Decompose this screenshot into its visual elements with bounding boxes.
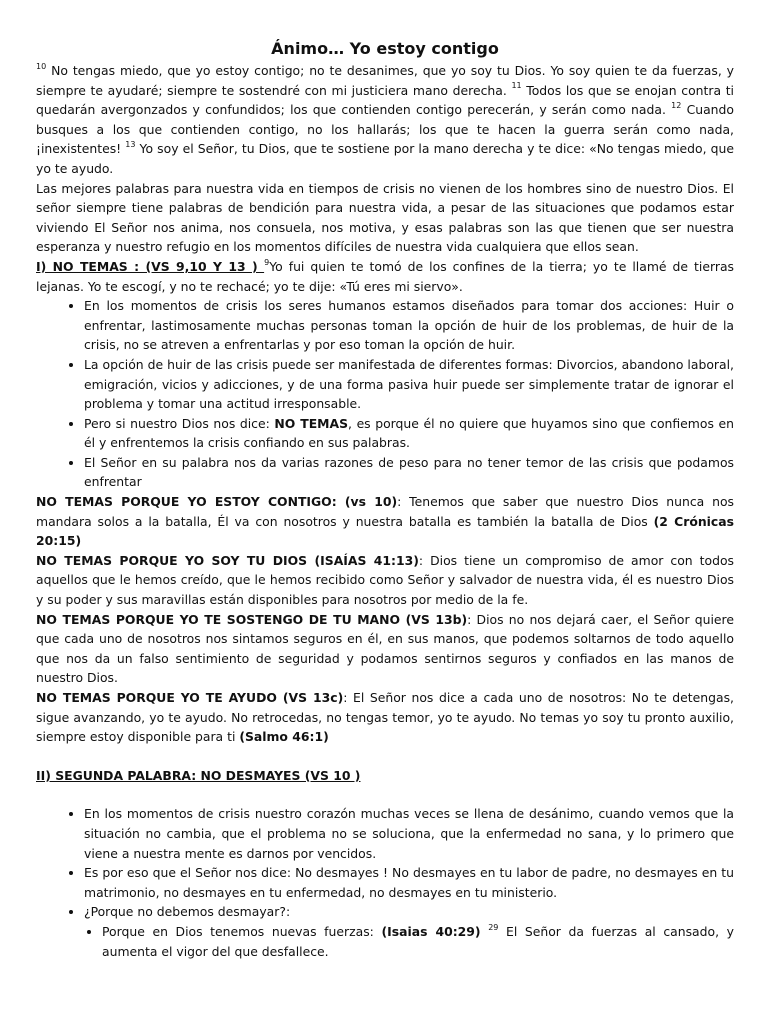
list-item-text: Pero si nuestro Dios nos dice: xyxy=(84,415,275,431)
list-item-text: Porque en Dios tenemos nuevas fuerzas: xyxy=(102,923,382,939)
list-item-emphasis: NO TEMAS xyxy=(274,415,349,431)
verse-number: 11 xyxy=(511,81,522,91)
scripture-reference: (Salmo 46:1) xyxy=(239,729,329,745)
list-item-text: ¿Porque no debemos desmayar?: xyxy=(84,904,291,920)
list-item-text: , es porque él no quiere que huyamos sino que confiemos en él y enfrentemos la crisis confiando en sus palabras. xyxy=(84,415,734,451)
verse-number: 10 xyxy=(36,61,47,71)
verse-text: El Señor da fuerzas al cansado, y aumenta el vigor del que desfallece. xyxy=(102,923,734,959)
verse-text: Cuando busques a los que contienden contigo, no los hallarás; los que te hacen la guerra serán como nada, ¡inexistentes! xyxy=(36,102,734,157)
verse-number: 29 xyxy=(488,922,499,932)
spacer xyxy=(36,747,734,766)
reason-text: : El Señor nos dice a cada uno de nosotros: No te detengas, sigue avanzando, yo te ayudo. No retrocedas, no tengas temor, yo te ayudo. No temas yo soy tu pronto auxilio, siempre estoy disponible para ti xyxy=(36,690,734,745)
reason-paragraph xyxy=(36,610,734,688)
verse-text: Yo fui quien te tomó de los confines de la tierra; yo te llamé de tierras lejanas. Yo te escogí, y no te rechacé; yo te dije: «Tú eres mi siervo». xyxy=(36,258,734,294)
section-1-heading: I) NO TEMAS : (VS 9,10 Y 13 ) xyxy=(36,258,265,274)
list-item: • En los momentos de crisis nuestro corazón muchas veces se llena de desánimo, cuando vemos que la situación no cambia, que el problema no se soluciona, que la enfermedad no sana, y lo primero que viene a nuestra mente es darnos por vencidos. xyxy=(84,804,734,863)
reason-text: : Tenemos que saber que nuestro Dios nunca nos mandara solos a la batalla, Él va con nosotros y nuestra batalla es también la batalla de Dios xyxy=(36,494,734,529)
reason-label: NO TEMAS PORQUE YO TE AYUDO (VS 13c) xyxy=(36,690,344,705)
sub-list-item xyxy=(102,922,734,961)
verse-text: Yo soy el Señor, tu Dios, que te sostiene por la mano derecha y te dice: «No tengas miedo, que yo te ayudo. xyxy=(36,141,735,176)
list-item xyxy=(84,902,734,961)
list-item: • El Señor en su palabra nos da varias razones de peso para no tener temor de las crisis que podamos enfrentar xyxy=(84,453,734,492)
reason-label: NO TEMAS PORQUE YO SOY TU DIOS (ISAÍAS 41:13) xyxy=(36,552,419,568)
section-1-intro xyxy=(36,257,734,296)
list-item: • Es por eso que el Señor nos dice: No desmayes ! No desmayes en tu labor de padre, no desmayes en tu matrimonio, no desmayes en tu enfermedad, no desmayes en tu ministerio. xyxy=(84,863,734,902)
scripture-reference: (2 Crónicas 20:15) xyxy=(36,513,734,549)
reason-text: : Dios no nos dejará caer, el Señor quiere que cada uno de nosotros nos sintamos seguros en él, en sus manos, que podemos soltarnos de todo aquello que nos da un falso sentimiento de seguridad y podamos sentirnos seguros y confiados en las manos de nuestro Dios. xyxy=(36,611,734,686)
verse-number: 9 xyxy=(264,257,270,267)
spacer xyxy=(36,785,734,804)
verse-number: 13 xyxy=(125,140,136,150)
section-2-heading: II) SEGUNDA PALABRA: NO DESMAYES (VS 10 ) xyxy=(36,767,361,783)
scripture-reference: (Isaias 40:29) xyxy=(381,923,481,939)
reason-paragraph xyxy=(36,688,734,747)
verse-text: Todos los que se enojan contra ti quedarán avergonzados y confundidos; los que contienden contigo perecerán, y serán como nada. xyxy=(36,82,735,118)
list-item: • En los momentos de crisis los seres humanos estamos diseñados para tomar dos acciones: Huir o enfrentar, lastimosamente muchas personas toman la opción de huir de los problemas, de huir de la crisis, no se atreven a enfrentarlas y por eso toman la opción de huir. xyxy=(84,296,734,355)
document-title: Ánimo… Yo estoy contigo xyxy=(271,39,499,58)
list-item xyxy=(84,414,734,453)
reason-paragraph xyxy=(36,492,734,551)
list-item: • La opción de huir de las crisis puede ser manifestada de diferentes formas: Divorcios, abandono laboral, emigración, vicios y adicciones, y de una forma pasiva huir puede ser simplemente tratar de ignorar el problema y tomar una actitud irresponsable. xyxy=(84,355,734,414)
section-2-list xyxy=(36,804,734,961)
section-2-intro xyxy=(36,766,734,786)
reason-label: NO TEMAS PORQUE YO TE SOSTENGO DE TU MANO (VS 13b) xyxy=(36,611,468,627)
reason-paragraph xyxy=(36,551,734,610)
section-1-list xyxy=(36,296,734,492)
reason-text: : Dios tiene un compromiso de amor con todos aquellos que le hemos creído, que le hemos recibido como Señor y salvador de nuestra vida, él es nuestro Dios y su poder y sus maravillas están disponibles para nosotros por medio de la fe. xyxy=(36,552,734,608)
verse-number: 12 xyxy=(671,101,682,111)
reason-label: NO TEMAS PORQUE YO ESTOY CONTIGO: (vs 10) xyxy=(36,494,398,510)
verse-text: No tengas miedo, que yo estoy contigo; no te desanimes, que yo soy tu Dios. Yo soy quien te da fuerzas, y siempre te ayudaré; siempre te sostendré con mi justiciera mano derecha. xyxy=(36,63,734,98)
section-2-sublist xyxy=(84,922,734,961)
intro-verses xyxy=(36,61,734,179)
intro-paragraph: Las mejores palabras para nuestra vida en tiempos de crisis no vienen de los hombres sino de nuestro Dios. El señor siempre tiene palabras de bendición para nuestra vida, a pesar de las situaciones que podamos estar viviendo El Señor nos anima, nos consuela, nos motiva, y esas palabras son las que tienen que ser nuestra esperanza y nuestro refugio en los momentos difíciles de nuestra vida cualquiera que ellos sean. xyxy=(36,180,734,255)
